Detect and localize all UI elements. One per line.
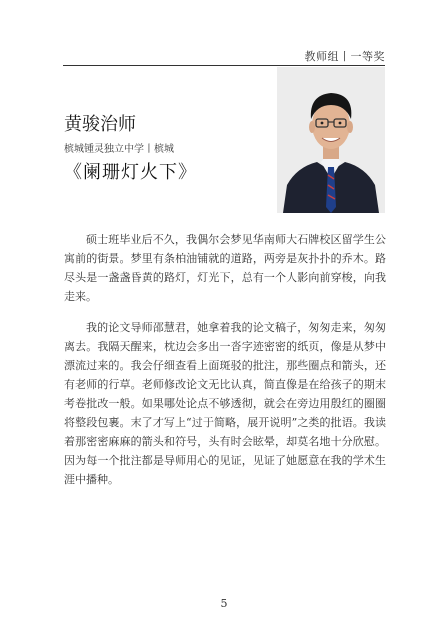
author-portrait (277, 67, 385, 213)
article-body (64, 230, 386, 501)
author-school: 槟城锺灵独立中学丨槟城 (64, 144, 174, 155)
author-name: 黄骏治师 (64, 114, 136, 135)
article-title: 《阑珊灯火下》 (64, 162, 197, 183)
author-photo (277, 67, 385, 213)
body-paragraph: 硕士班毕业后不久，我偶尔会梦见华南师大石牌校区留学生公寓前的街景。梦里有条柏油铺就的道路，两旁是灰扑扑的乔木。路尽头是一盏盏昏黄的路灯，灯光下，总有一个人影向前穿梭，向我走来。 (64, 233, 386, 303)
page-number: 5 (220, 597, 228, 610)
header-rule (63, 65, 385, 66)
body-paragraph: 我的论文导师邵慧君，她拿着我的论文稿子，匆匆走来，匆匆离去。我隔天醒来，枕边会多出一沓字迹密密的纸页，像是从梦中漂流过来的。我会仔细查看上面斑驳的批注，那些圈点和箭头，还有老师的行草。老师修改论文无比认真，简直像是在给孩子的期末考卷批改一般。如果哪处论点不够透彻，就会在旁边用殷红的圈圈将整段包裹。末了才写上“过于简略，展开说明”之类的批语。我读着那密密麻麻的箭头和符号，头有时会眩晕，却莫名地十分欣慰。因为每一个批注都是导师用心的见证，见证了她愿意在我的学术生涯中播种。 (64, 321, 386, 486)
award-category: 教师组丨一等奖 (304, 50, 385, 63)
